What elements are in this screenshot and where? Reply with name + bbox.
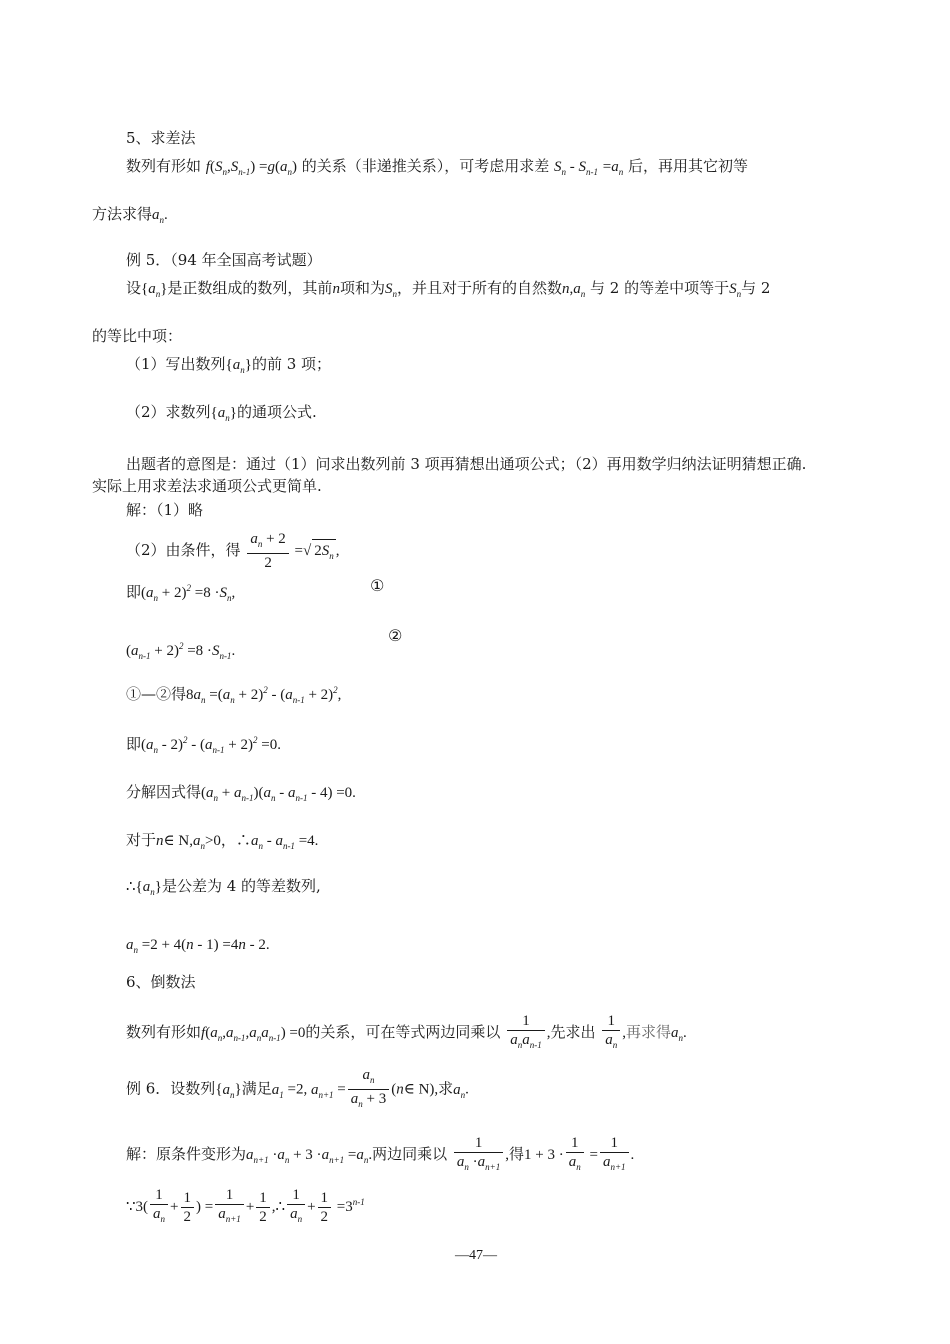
question-2: （2）求数列$\{a_n\}$的通项公式.	[126, 403, 317, 423]
sec5-paragraph-line2: 方法求得$a_n$.	[92, 205, 168, 225]
solution-part1: 解：（1）略	[126, 501, 204, 519]
intent-line1: 出题者的意图是：通过（1）问求出数列前 3 项再猜想出通项公式；（2）再用数学归纳法证明猜想正确.	[126, 455, 807, 473]
fraction-1-over-an-d: $\frac{1}{a_n}$	[287, 1186, 305, 1228]
intent-line2: 实际上用求差法求通项公式更简单.	[92, 477, 322, 495]
solution-part2: （2）由条件，得 $\frac{a_n + 2}{2}$ =√ $2S_n$ ,	[126, 531, 340, 571]
sec5-paragraph-line1: 数列有形如 $f(S_n,S_{n-1}) =g(a_n)$ 的关系（非递推关系），可考虑用求差 $S_n - S_{n-1} =a_n$ 后，再用其它初等	[126, 157, 749, 177]
equation-2: $(a_{n-1} + 2)^2 =8 \cdot S_{n-1}$.	[126, 641, 236, 661]
example-5-line1: 设$\{a_n\}$是正数组成的数列，其前n项和为$S_n$，并且对于所有的自然数$n,a_n$ 与 2 的等差中项等于$S_n$与 2	[126, 279, 771, 299]
question-1: （1）写出数列$\{a_n\}$的前 3 项；	[126, 355, 332, 375]
formula-f-g: f	[205, 159, 210, 175]
example-6-title: 例 6．设数列$\{a_n\}$满足$a_1 =2$, $a_{n+1}$ = $\frac{a_n}{a_n + 3}$ (n∈ N),求$a_n$.	[126, 1066, 469, 1113]
equation-1: 即$(a_n + 2)^2 =8 \cdot S_n$,	[126, 583, 236, 603]
example-5-line2: 的等比中项：	[92, 327, 183, 345]
fraction-1-over-an: $\frac{1}{a_n}$	[602, 1012, 620, 1054]
factor-step: 分解因式得$(a_n + a_{n-1})(a_n - a_{n-1} - 4) =0$.	[126, 783, 356, 803]
fraction-1-over-2: $\frac{1}{2}$	[181, 1189, 195, 1226]
section-5-title: 5、求差法	[126, 129, 196, 147]
fraction-1-over-2-c: $\frac{1}{2}$	[318, 1189, 332, 1226]
fraction-1-over-an-c: $\frac{1}{a_n}$	[150, 1186, 168, 1228]
fraction-1-over-2-b: $\frac{1}{2}$	[256, 1189, 270, 1226]
formula-difference: $S_n - S_{n-1}$	[554, 159, 599, 177]
section-6-title: 6、倒数法	[126, 973, 196, 991]
subtract-step: ①—②得$8a_n =(a_n + 2)^2 - (a_{n-1} + 2)^2$,	[126, 685, 342, 705]
positivity-step: 对于n∈ $N,a_n>0$，$\therefore a_n - a_{n-1} =4$.	[126, 831, 319, 851]
fraction-1-over-an1-b: $\frac{1}{a_{n+1}}$	[215, 1186, 244, 1228]
example-6-solution: 解：原条件变形为$a_{n+1} \cdot a_n + 3 \cdot a_{n+1} =a_n$.两边同乘以 $\frac{1}{a_n \cdot a_{n+1}}$ ,得1 + 3 · $\frac{1}{a_n}$ = $\frac{1}{a_{n+1}}$ .	[126, 1134, 634, 1176]
sec6-paragraph: 数列有形如$f(a_n,a_{n-1},a_na_{n-1}) =0$的关系，可在等式两边同乘以 $\frac{1}{a_na_{n-1}}$ ,先求出 $\frac{1}{a_n}$ ,再求得$a_n$.	[126, 1012, 687, 1054]
fraction-1-over-an1: $\frac{1}{a_{n+1}}$	[600, 1134, 629, 1176]
marker-2: ②	[388, 626, 403, 645]
general-term-formula: $a_n =2 + 4(n - 1) =4n - 2$.	[126, 937, 270, 955]
conclusion-line: $\therefore\{a_n\}$是公差为 4 的等差数列,	[126, 877, 321, 897]
marker-1: ①	[370, 576, 385, 595]
example-5-title: 例 5．（94 年全国高考试题）	[126, 251, 322, 269]
fraction-1-over-product: $\frac{1}{a_n \cdot a_{n+1}}$	[454, 1134, 503, 1176]
fraction-recurrence: $\frac{a_n}{a_n + 3}$	[348, 1066, 389, 1113]
example-6-final: ∵3( $\frac{1}{a_n}$ + $\frac{1}{2}$ ) = $\frac{1}{a_{n+1}}$ + $\frac{1}{2}$ ,∴ $\frac{1}{a_n}$ + $\frac{1}{2}$ $=3^{n-1}$	[126, 1186, 365, 1228]
difference-equation: 即$(a_n - 2)^2 - (a_{n-1} + 2)^2 =0$.	[126, 735, 281, 755]
page-number: —47—	[455, 1248, 497, 1263]
fraction-1-over-an-b: $\frac{1}{a_n}$	[566, 1134, 584, 1176]
fraction-1-over-an-an1: $\frac{1}{a_na_{n-1}}$	[507, 1012, 545, 1054]
fraction-an-plus-2-over-2: $\frac{a_n + 2}{2}$	[247, 530, 288, 572]
